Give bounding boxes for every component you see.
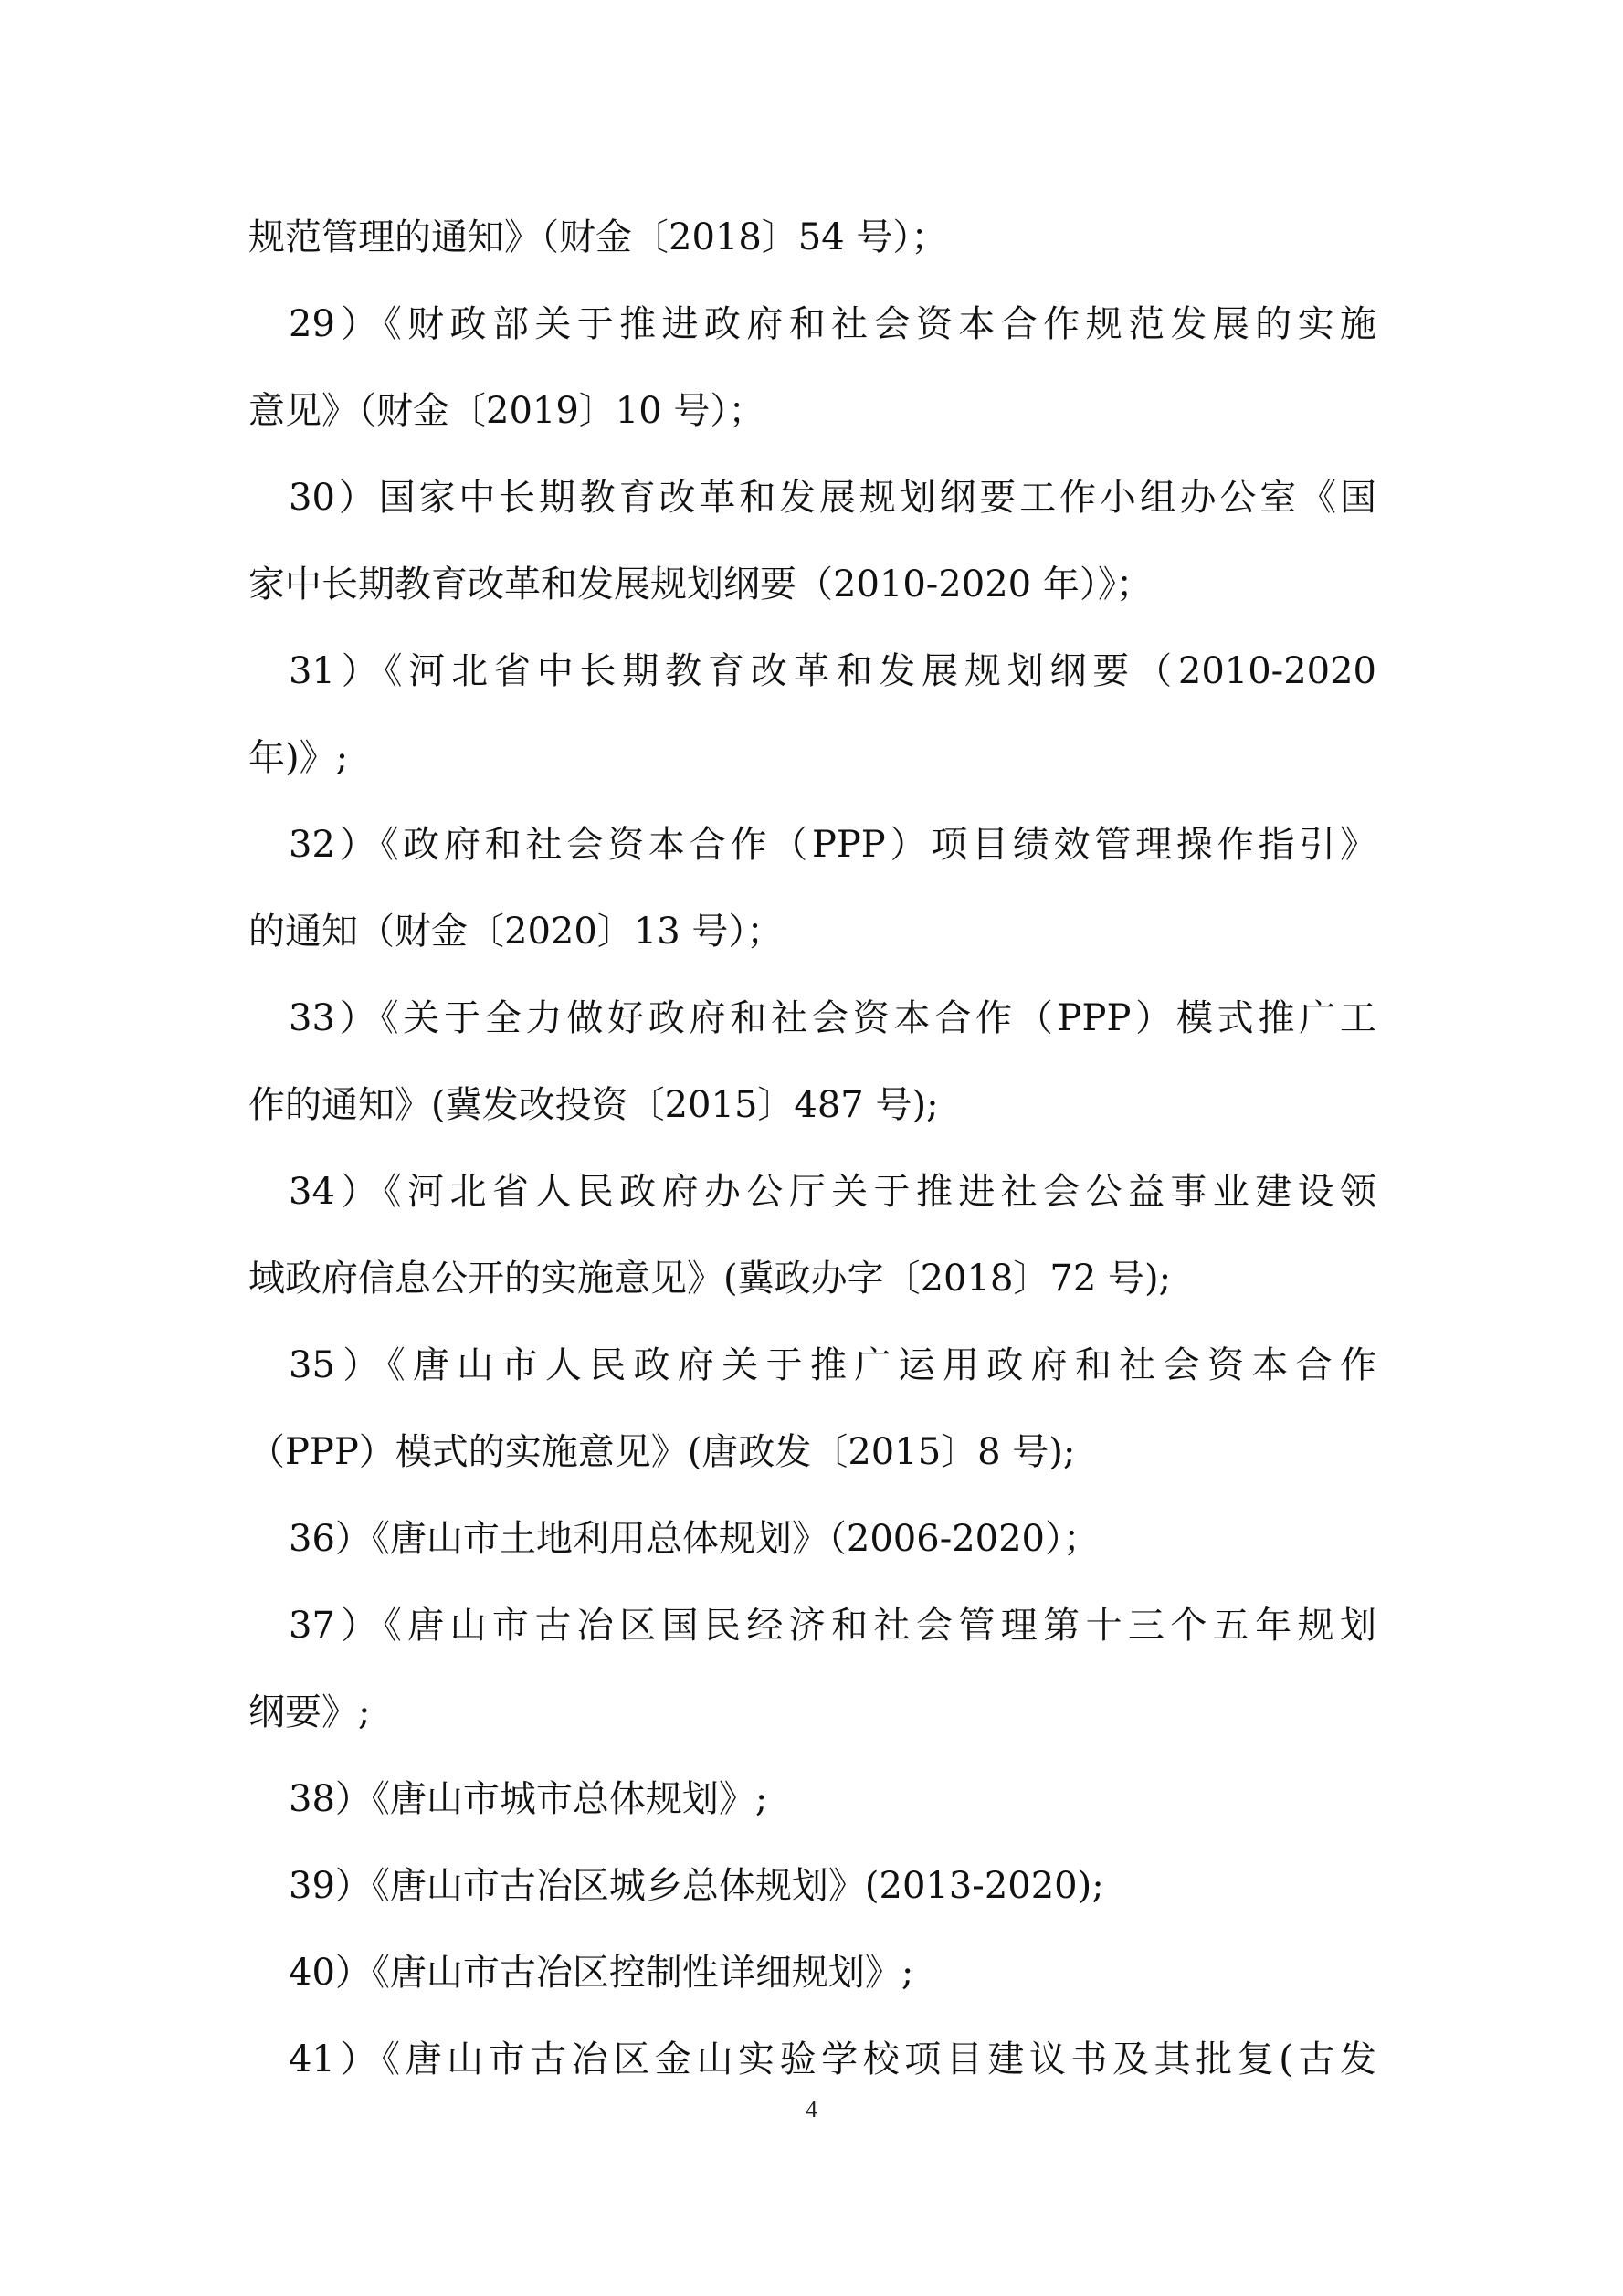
text-line: 33）《关于全力做好政府和社会资本合作（PPP）模式推广工 — [289, 997, 1376, 1039]
text-line: 规范管理的通知》（财金〔2018〕54 号）； — [248, 216, 948, 258]
text-line: 34）《河北省人民政府办公厅关于推进社会公益事业建设领 — [289, 1171, 1376, 1213]
text-line: 39）《唐山市古冶区城乡总体规划》(2013-2020); — [289, 1865, 1104, 1907]
text-line: 40）《唐山市古冶区控制性详细规划》; — [289, 1952, 914, 1994]
text-line: 29）《财政部关于推进政府和社会资本合作规范发展的实施 — [289, 303, 1376, 345]
text-line: 30）国家中长期教育改革和发展规划纲要工作小组办公室《国 — [289, 477, 1376, 519]
text-line: 年)》; — [248, 737, 349, 779]
text-line: 意见》（财金〔2019〕10 号）； — [248, 390, 765, 432]
text-line: 作的通知》(冀发改投资〔2015〕487 号); — [248, 1084, 939, 1126]
text-line: 37）《唐山市古冶区国民经济和社会管理第十三个五年规划 — [289, 1605, 1376, 1647]
text-line: 家中长期教育改革和发展规划纲要（2010-2020 年）》； — [248, 563, 1153, 606]
text-line: 纲要》; — [248, 1691, 371, 1733]
text-line: 32）《政府和社会资本合作（PPP）项目绩效管理操作指引》 — [289, 824, 1376, 866]
text-line: 36）《唐山市土地利用总体规划》（2006-2020）； — [289, 1518, 1101, 1560]
text-line: （PPP）模式的实施意见》(唐政发〔2015〕8 号); — [248, 1431, 1076, 1473]
text-line: 35）《唐山市人民政府关于推广运用政府和社会资本合作 — [289, 1344, 1376, 1386]
text-line: 的通知（财金〔2020〕13 号）； — [248, 911, 784, 953]
text-line: 域政府信息公开的实施意见》(冀政办字〔2018〕72 号); — [248, 1258, 1172, 1300]
text-line: 41）《唐山市古冶区金山实验学校项目建议书及其批复(古发 — [289, 2038, 1376, 2080]
text-line: 31）《河北省中长期教育改革和发展规划纲要（2010-2020 — [289, 650, 1376, 692]
page-number: 4 — [806, 2096, 817, 2122]
text-line: 38）《唐山市城市总体规划》; — [289, 1778, 768, 1820]
